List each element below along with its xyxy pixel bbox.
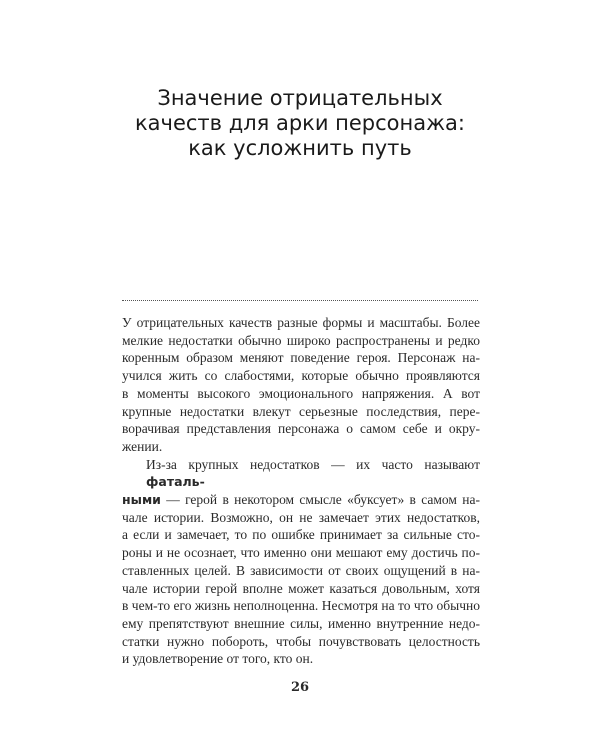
text-line: роны и не осознает, что именно они мешают ему достичь по- [122,545,480,561]
page-number: 26 [290,680,310,695]
paragraph-2 [122,456,480,668]
text-span: — герой в некотором смысле «буксует» в самом на- [160,492,480,508]
text-line: в моменты высокого эмоционального напряжения. А вот [122,385,480,401]
title-line: Значение отрицательных [157,86,443,110]
text-line: статки нужно побороть, чтобы почувствовать целостность [122,633,480,649]
paragraph-1 [122,314,480,456]
text-line: ему препятствуют внешние силы, именно внутренние недо- [122,615,480,631]
text-line: ворачивая представления персонажа о самом себе и окру- [122,421,480,437]
text-line [122,491,480,509]
text-line: ставленных целей. В зависимости от своих ощущений в на- [122,562,480,578]
text-line: мелкие недостатки обычно широко распространены и редко [122,332,480,348]
text-line: У отрицательных качеств разные формы и масштабы. Более [122,315,480,330]
text-line: жении. [122,438,163,454]
text-line: крупные недостатки влекут серьезные последствия, пере- [122,403,480,419]
title-line: как усложнить путь [188,136,412,160]
bold-term: фаталь- [146,474,205,490]
text-line [122,456,480,491]
text-line: чале истории герой вполне может казаться довольным, хотя [122,580,480,596]
text-line: и удовлетворение от того, кто он. [122,651,314,667]
text-line: а если и замечает, то по ошибке принимает за сильные сто- [122,527,480,543]
text-span: Из-за крупных недостатков — их часто называют [146,456,480,472]
text-line: коренным образом меняют поведение героя. Персонаж на- [122,350,480,366]
text-line: учился жить со слабостями, которые обычно проявляются [122,368,480,384]
dotted-divider [122,300,478,301]
text-line: чале истории. Возможно, он не замечает этих недостатков, [122,509,480,525]
text-line: в чем-то его жизнь неполноценна. Несмотря на то что обычно [122,598,480,614]
title-line: качеств для арки персонажа: [134,111,465,135]
chapter-title [0,86,600,161]
body-text [122,314,480,668]
bold-term: ными [122,492,161,508]
